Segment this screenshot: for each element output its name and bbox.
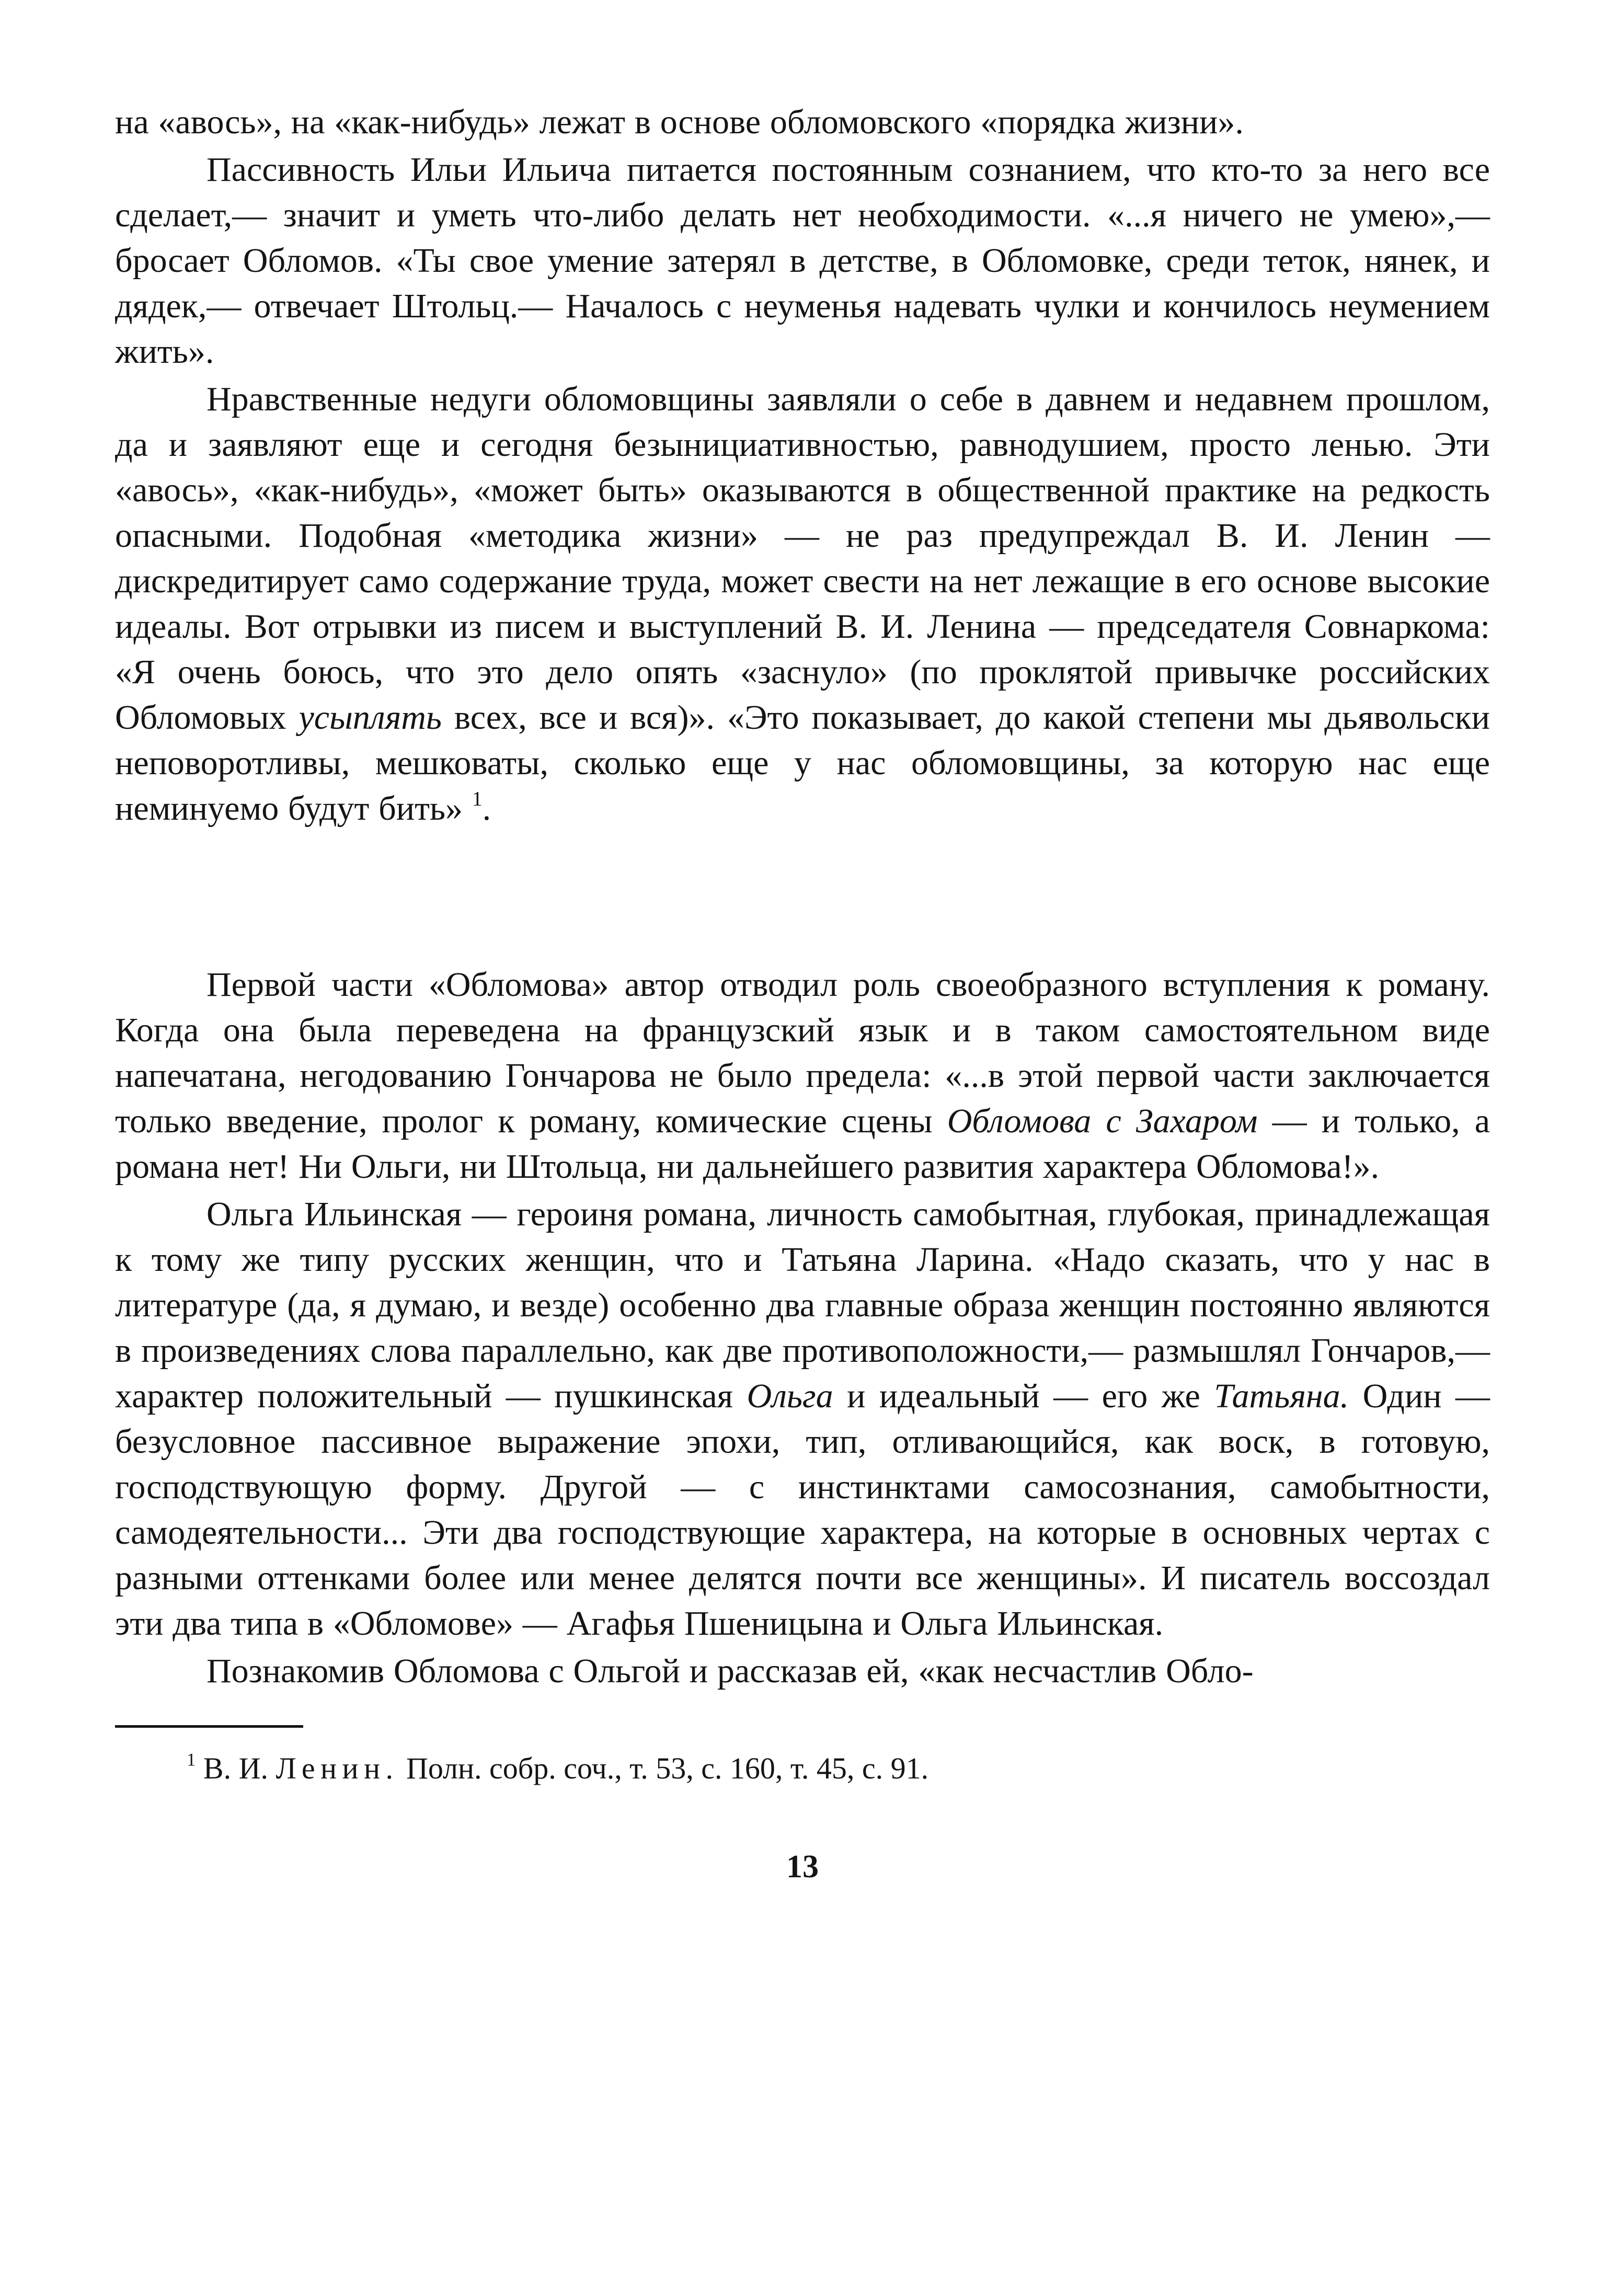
paragraph-3-end: . [482, 789, 491, 828]
document-page [115, 99, 1490, 2232]
paragraph-4-text-a: Первой части «Обломова» автор отводил роль своеобразного вступления к роману. Когда она была переведена на французский язык и в таком самостоятельном виде напечатана, негодованию Гончарова не было предела: «...в этой первой части заключается только введение, пролог к роману, комические сцены [115, 966, 1490, 1140]
footnote-reference: 1 [472, 787, 483, 810]
paragraph-5-text-b: и идеальный — его же [833, 1377, 1214, 1415]
paragraph-3-text-b: всех, все и вся)». «Это показывает, до какой степени мы дьявольски неповоротливы, мешковаты, сколько еще у нас обломовщины, за которую нас еще неминуемо будут бить» [115, 698, 1490, 828]
paragraph-3-italic: усыплять [299, 698, 442, 737]
paragraph-5-italic-a: Ольга [747, 1377, 833, 1415]
footnote-mark: 1 [187, 1749, 196, 1770]
page-number: 13 [786, 1849, 819, 1885]
paragraph-4 [115, 962, 1490, 1189]
paragraph-5-text-a: Ольга Ильинская — героиня романа, личность самобытная, глубокая, принадлежащая к тому же типу русских женщин, что и Татьяна Ларина. «Надо сказать, что у нас в литературе (да, я думаю, и везде) особенно два главные образа женщин постоянно являются в произведениях слова параллельно, как две противоположности,— размышлял Гончаров,— характер положительный — пушкинская [115, 1195, 1490, 1415]
footnote-surname: Ленин. [276, 1751, 399, 1785]
footnote-text: Полн. собр. соч., т. 53, с. 160, т. 45, с. 91. [406, 1751, 929, 1785]
paragraph-3-text-a: Нравственные недуги обломовщины заявляли о себе в давнем и недавнем прошлом, да и заявляют еще и сегодня безынициативностью, равнодушием, просто ленью. Эти «авось», «как-нибудь», «может быть» оказываются в общественной практике на редкость опасными. Подобная «методика жизни» — не раз предупреждал В. И. Ленин — дискредитирует само содержание труда, может свести на нет лежащие в его основе высокие идеалы. Вот отрывки из писем и выступлений В. И. Ленина — председателя Совнаркома: «Я очень боюсь, что это дело опять «заснуло» (по проклятой привычке российских Обломовых [115, 380, 1490, 737]
footnote-initials: В. И. [203, 1751, 268, 1785]
paragraph-5 [115, 1191, 1490, 1646]
footnote [115, 1749, 1490, 1788]
section-break [115, 831, 1490, 962]
paragraph-3 [115, 376, 1490, 831]
paragraph-1 [115, 99, 1490, 145]
paragraph-6 [115, 1648, 1490, 1694]
footnote-divider [115, 1725, 303, 1728]
paragraph-2-text: Пассивность Ильи Ильича питается постоянным сознанием, что кто-то за него все сделает,— значит и уметь что-либо делать нет необходимости. «...я ничего не умею»,— бросает Обломов. «Ты свое умение затерял в детстве, в Обломовке, среди теток, нянек, и дядек,— отвечает Штольц.— Началось с неуменья надевать чулки и кончилось неумением жить». [115, 151, 1490, 371]
paragraph-1-text: на «авось», на «как-нибудь» лежат в основе обломовского «порядка жизни». [115, 103, 1244, 141]
paragraph-2 [115, 147, 1490, 374]
paragraph-5-text-c: Один — безусловное пассивное выражение эпохи, тип, отливающийся, как воск, в готовую, господствующую форму. Другой — с инстинктами самосознания, самобытности, самодеятельности... Эти два господствующие характера, на которые в основных чертах с разными оттенками более или менее делятся почти все женщины». И писатель воссоздал эти два типа в «Обломове» — Агафья Пшеницына и Ольга Ильинская. [115, 1377, 1490, 1643]
paragraph-4-italic: Обломова с Захаром [947, 1102, 1258, 1140]
paragraph-4-text-b: — и только, а романа нет! Ни Ольги, ни Штольца, ни дальнейшего развития характера Обломова!». [115, 1102, 1490, 1186]
paragraph-6-text: Познакомив Обломова с Ольгой и рассказав ей, «как несчастлив Обло- [207, 1652, 1254, 1690]
paragraph-5-italic-b: Татьяна. [1214, 1377, 1349, 1415]
